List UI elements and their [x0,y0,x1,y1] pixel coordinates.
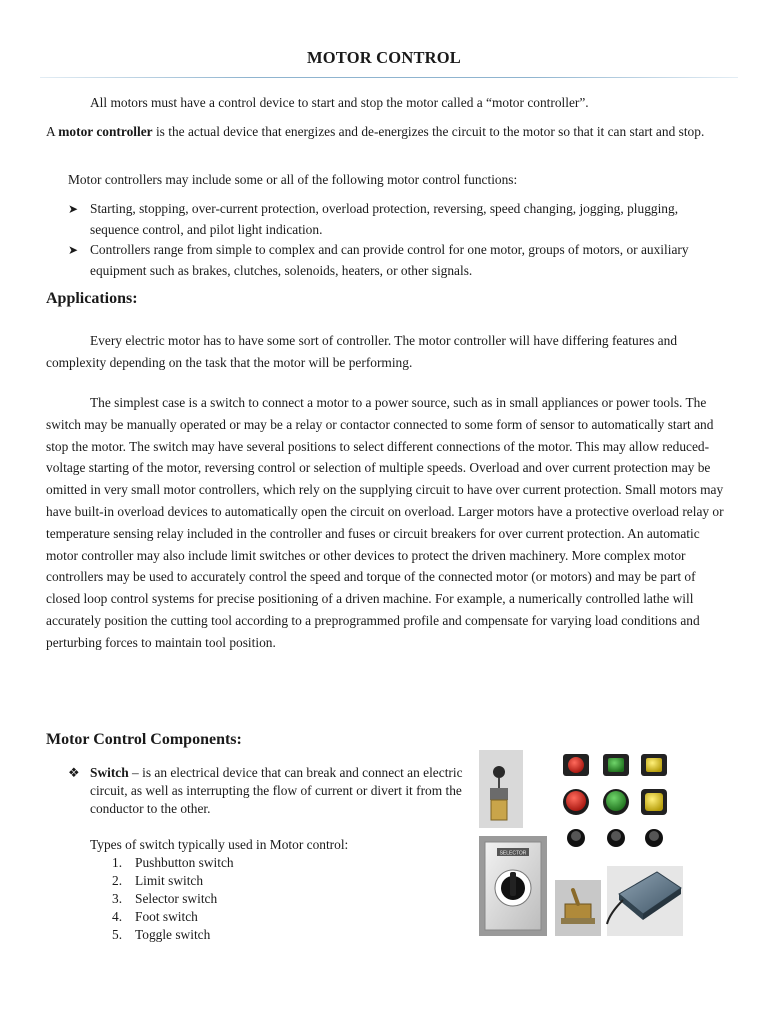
list-item: 5. Toggle switch [112,927,211,942]
list-item-text: Controllers range from simple to complex and can provide control for one motor, groups of motors, or auxiliary equipment such as brakes, clutches, solenoids, heaters, or other signals. [90,242,689,278]
list-item: 3. Selector switch [112,891,218,906]
pushbutton-switch-image [563,754,667,847]
foot-switch-image [607,866,683,936]
switch-types-list [90,854,348,944]
list-item [68,240,728,281]
title-divider [40,77,738,78]
pushbutton-yellow-icon [641,789,667,815]
applications-heading: Applications: [46,290,138,307]
intro-paragraph: All motors must have a control device to start and stop the motor called a “motor controller”. [90,95,589,110]
list-item [68,199,728,240]
page-title: MOTOR CONTROL [306,48,462,67]
arrowhead-bullet-icon: ➤ [68,243,79,257]
list-item-text: Starting, stopping, over-current protection, overload protection, reversing, speed changing, jogging, plugging, sequence control, and pilot light indication. [90,201,679,237]
switch-definition-text: – is an electrical device that can break and connect an electric circuit, as well as interrupting the flow of current or divert it from the conductor to the other. [90,765,463,816]
selector-label: SELECTOR [499,850,527,857]
pushbutton-black-icon [645,829,663,847]
switch-term: Switch [90,765,129,780]
definition-term: motor controller [58,124,153,139]
definition-text: is the actual device that energizes and de-energizes the circuit to the motor so that it can start and stop. [152,124,705,139]
switch-types [90,836,348,944]
functions-list [68,199,728,281]
list-item: 2. Limit switch [112,873,204,888]
list-item: 1. Pushbutton switch [112,855,234,870]
pushbutton-red-icon [563,789,589,815]
pushbutton-green-icon [603,754,629,776]
diamond-bullet-icon: ❖ [68,765,80,780]
arrowhead-bullet-icon: ➤ [68,202,79,216]
toggle-switch-image [555,880,601,936]
applications-paragraph-2: The simplest case is a switch to connect a motor to a power source, such as in small appliances or power tools. The switch may be manually operated or may be a relay or contactor connected to some form of sensor to automatically start and stop the motor. The switch may have several positions to select different connections of the motor. This may allow reduced-voltage starting of the motor, reversing control or selection of multiple speeds. Overload and over current protection may be omitted in very small motor controllers, which rely on the supplying circuit to have over current protection. Small motors may have built-in overload devices to automatically open the circuit on overload. Larger motors have a protective overload relay or temperature sensing relay included in the controller and fuses or circuit breakers for over current protection. An automatic motor controller may also include limit switches or other devices to protect the driven machinery. More complex motor controllers may be used to accurately control the speed and torque of the connected motor (or motors) and may be part of closed loop control systems for precise positioning of a driven machine. For example, a numerically controlled lathe will accurately position the cutting tool according to a preprogrammed profile and compensate for varying load conditions and perturbing forces to maintain tool position. [46,395,724,650]
switch-types-lead: Types of switch typically used in Motor control: [90,837,349,852]
definition-paragraph [46,121,724,143]
switch-definition [68,764,468,818]
list-item: 4. Foot switch [112,909,198,924]
components-heading: Motor Control Components: [46,731,242,748]
selector-switch-image [479,836,547,936]
definition-prefix: A [46,124,59,139]
pushbutton-green-icon [603,789,629,815]
applications-paragraph-1: Every electric motor has to have some sort of controller. The motor controller will have differing features and complexity depending on the task that the motor will be performing. [46,333,678,370]
switch-text [90,764,468,818]
switch-photos [477,748,684,938]
pushbutton-black-icon [607,829,625,847]
limit-switch-image [479,750,523,828]
functions-lead: Motor controllers may include some or all of the following motor control functions: [68,172,518,187]
pushbutton-yellow-icon [641,754,667,776]
pushbutton-red-icon [563,754,589,776]
pushbutton-black-icon [567,829,585,847]
